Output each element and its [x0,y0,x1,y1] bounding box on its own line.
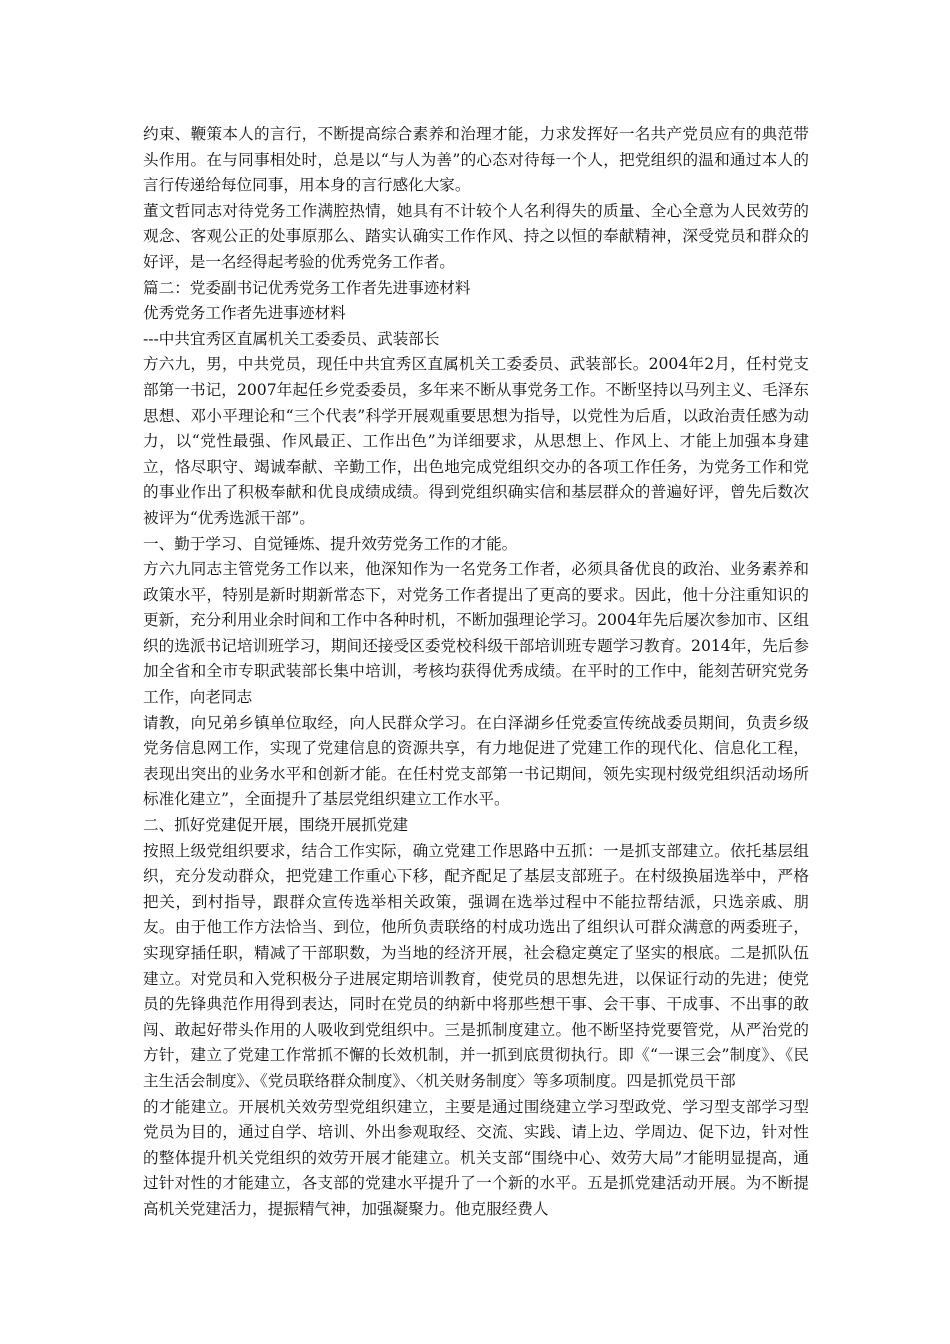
material-title: 优秀党务工作者先进事迹材料 [143,304,346,323]
paragraph-intro-continuation: 约束、鞭策本人的言行，不断提高综合素养和治理才能，力求发挥好一名共产党员应有的典范带头作用。在与同事相处时，总是以“与人为善”的心态对待每一个人，把党组织的温和通过本人的言行传递给每位同事，用本身的言行感化大家。 [143,125,809,195]
heading-one-learning: 一、勤于学习、自觉锤炼、提升效劳党务工作的才能。 [143,534,518,553]
paragraph-dong-wenzhe: 董文哲同志对待党务工作满腔热情，她具有不计较个人名利得失的质量、全心全意为人民效劳的观念、客观公正的处事原那么、踏实认确实工作作风、持之以恒的奉献精神，深受党员和群众的好评，是一名经得起考验的优秀党务工作者。 [143,201,809,271]
section-title-part-two: 篇二：党委副书记优秀党务工作者先进事迹材料 [143,278,471,297]
document-body [143,122,809,1223]
heading-two-party-building: 二、抓好党建促开展，围绕开展抓党建 [143,816,409,835]
paragraph-learning-continued: 请教，向兄弟乡镇单位取经，向人民群众学习。在白泽湖乡任党委宣传统战委员期间，负责乡级党务信息网工作，实现了党建信息的资源共享，有力地促进了党建工作的现代化、信息化工程，表现出突出的业务水平和创新才能。在任村党支部第一书记期间，领先实现村级党组织活动场所标准化建立”，全面提升了基层党组织建立工作水平。 [143,713,809,809]
paragraph-learning: 方六九同志主管党务工作以来，他深知作为一名党务工作者，必须具备优良的政治、业务素养和政策水平，特别是新时期新常态下，对党务工作者提出了更高的要求。因此，他十分注重知识的更新，充分利用业余时间和工作中各种时机，不断加强理论学习。2004年先后屡次参加市、区组织的选派书记培训班学习，期间还接受区委党校科级干部培训班专题学习教育。2014年，先后参加全省和全市专职武装部长集中培训，考核均获得优秀成绩。在平时的工作中，能刻苦研究党务工作，向老同志 [143,560,809,707]
paragraph-capacity-building: 的才能建立。开展机关效劳型党组织建立，主要是通过围绕建立学习型政党、学习型支部学习型党员为目的，通过自学、培训、外出参观取经、交流、实践、请上边、学周边、促下边，针对性的整体提升机关党组织的效劳开展才能建立。机关支部“围绕中心、效劳大局”才能明显提高，通过针对性的才能建立，各支部的党建水平提升了一个新的水平。五是抓党建活动开展。为不断提高机关党建活力，提振精气神，加强凝聚力。他克服经费人 [143,1097,809,1218]
paragraph-five-focus: 按照上级党组织要求，结合工作实际，确立党建工作思路中五抓：一是抓支部建立。依托基层组织，充分发动群众，把党建工作重心下移，配齐配足了基层支部班子。在村级换届选举中，严格把关，到村指导，跟群众宣传选举相关政策，强调在选举过程中不能拉帮结派，只选亲戚、朋友。由于他工作方法恰当、到位，他所负责联络的村成功选出了组织认可群众满意的两委班子，实现穿插任职，精减了干部职数，为当地的经济开展，社会稳定奠定了坚实的根底。二是抓队伍建立。对党员和入党积极分子进展定期培训教育，使党员的思想先进，以保证行动的先进；使党员的先锋典范作用得到表达，同时在党员的纳新中将那些想干事、会干事、干成事、不出事的敢闯、敢起好带头作用的人吸收到党组织中。三是抓制度建立。他不断坚持党要管党，从严治党的方针，建立了党建工作常抓不懈的长效机制，并一抓到底贯彻执行。即《“一课三会”制度》、《民主生活会制度》、《党员联络群众制度》、〈机关财务制度〉等多项制度。四是抓党员干部 [143,841,809,1090]
paragraph-fang-liujiu-intro: 方六九，男，中共党员，现任中共宜秀区直属机关工委委员、武装部长。2004年2月，任村党支部第一书记，2007年起任乡党委委员，多年来不断从事党务工作。不断坚持以马列主义、毛泽东思想、邓小平理论和“三个代表”科学开展观重要思想为指导，以党性为后盾，以政治责任感为动力，以“党性最强、作风最正、工作出色”为详细要求，从思想上、作风上、才能上加强本身建立，恪尽职守、竭诚奉献、辛勤工作，出色地完成党组织交办的各项工作任务，为党务工作和党的事业作出了积极奉献和优良成绩成绩。得到党组织确实信和基层群众的普遍好评，曾先后数次被评为“优秀选派干部”。 [143,355,809,527]
material-subtitle: ---中共宜秀区直属机关工委委员、武装部长 [143,329,440,348]
